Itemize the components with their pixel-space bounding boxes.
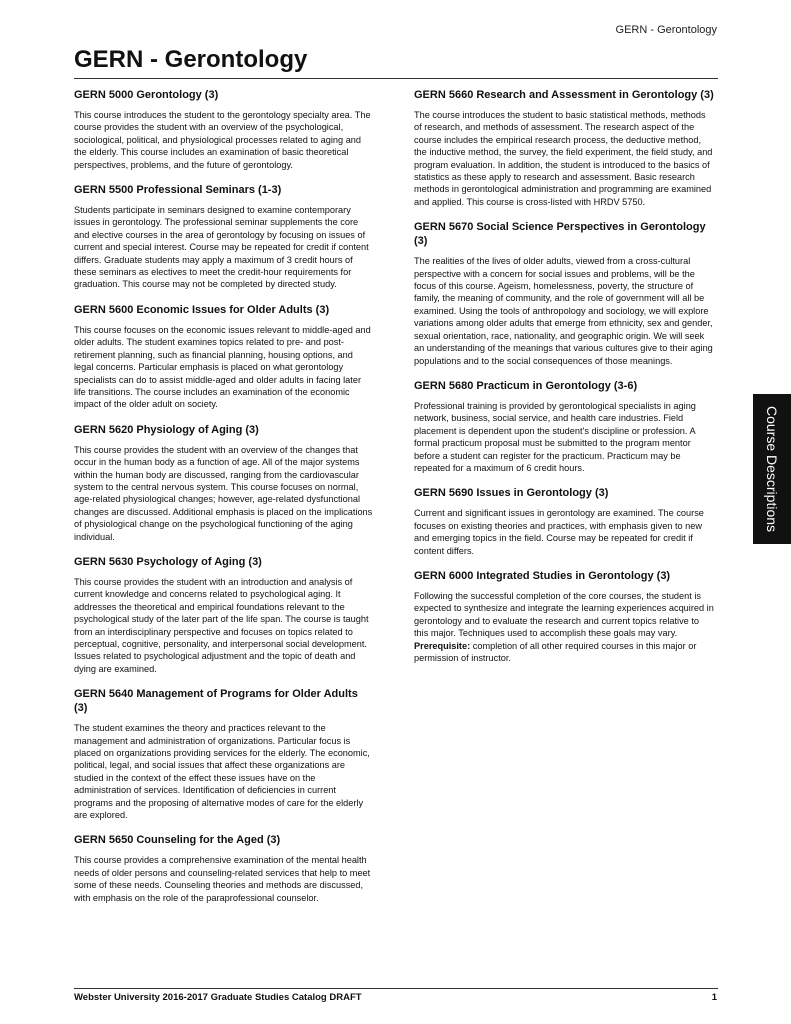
course-title: GERN 5000 Gerontology (3) [74,89,219,101]
running-head: GERN - Gerontology [615,24,717,36]
course-entry [414,88,714,208]
course-title: GERN 5500 Professional Seminars (1-3) [74,184,282,197]
right-column [414,88,714,676]
course-title: GERN 5630 Psychology of Aging (3) [74,555,262,568]
course-description: Current and significant issues in gerontology are examined. The course focuses on existing theories and practices, with emphasis given to new and emerging topics in the field. Course may be repeated for credit if content differs. [414,508,704,556]
course-entry [414,379,714,474]
course-title: GERN 5650 Counseling for the Aged (3) [74,834,281,847]
course-description: The course introduces the student to basic statistical methods, methods of research, and methods of assessment. The research aspect of the course includes the empirical research process, the deductive method, the inductive method, the survey, the field experiment, the field study, and program evaluation. In addition, the student is introduced to the basics of statistics as these apply to research and assessment. Basic research methods in gerontological administration and programming are examined and applied. This course is cross-listed with HRDV 5750. [414,110,713,207]
course-description: This course provides a comprehensive examination of the mental health needs of older persons and counseling-related services that help to meet some of these needs. Counseling theories and methods are discussed, with emphasis on the role of the paraprofessional counselor. [74,855,371,903]
course-entry [74,555,374,675]
course-title: GERN 5670 Social Science Perspectives in Gerontology (3) [414,221,706,248]
course-title: GERN 6000 Integrated Studies in Gerontology (3) [414,569,671,582]
prerequisite-label: Prerequisite: [414,640,471,651]
course-description [414,590,714,664]
course-entry [74,303,374,411]
footer-divider [74,988,718,989]
title-divider [74,78,718,79]
side-tab-label: Course Descriptions [764,405,780,533]
course-title: GERN 5660 Research and Assessment in Gerontology (3) [414,89,714,101]
course-title: GERN 5620 Physiology of Aging (3) [74,423,259,436]
course-description-text: Following the successful completion of the core courses, the student is expected to synthesize and integrate the learning experiences acquired in gerontology and to evaluate the research and current topics relative to this major. Techniques used to accomplish these goals may vary. [414,590,714,639]
course-description: This course introduces the student to the gerontology specialty area. The course provides the student with an overview of the psychological, sociological, political, and physiological processes related to aging and the elderly. This course includes an examination of basic theoretical perspectives, problems, and the future of gerontology. [74,110,371,170]
course-entry [414,486,714,557]
course-title: GERN 5640 Management of Programs for Older Adults (3) [74,688,358,715]
course-description: The student examines the theory and practices relevant to the management and administration of organizations. Particular focus is placed on organizations providing services for the elderly. The economic, political, legal, and social issues that affect these organizations are studied in the context of the effect these issues have on the administration of services. Identification of deficiencies in current programs and the proposing of alternative modes of care for the elderly are explored. [74,723,370,821]
course-description: This course provides the student with an overview of the changes that occur in the human body as a function of age. All of the major systems within the human body are discussed, ranging from the cardiovascular system to the central nervous system. This course focuses on normal, age-related physiological changes; however, age-related dysfunctional changes are discussed. Additional emphasis is placed on the implications of physiological change on the psychological functioning of the aging individual. [74,444,373,542]
page-title: GERN - Gerontology [74,46,308,73]
course-entry [414,220,714,367]
course-entry [74,183,374,291]
left-column [74,88,374,916]
course-title: GERN 5600 Economic Issues for Older Adults (3) [74,303,330,316]
course-description: Students participate in seminars designed to examine contemporary issues in gerontology. The professional seminar supplements the core and elective courses in the area of gerontology by focusing on issues of current and special interest. Course may be repeated for credit if content differs. Graduate students may apply a maximum of 3 credit hours of these seminars as electives to meet the credit-hour requirements for graduation. This course may not be completed by directed study. [74,205,369,290]
course-title: GERN 5690 Issues in Gerontology (3) [414,487,609,500]
prerequisite-text: completion of all other required courses in this major or permission of instructor. [414,640,697,663]
footer-catalog-title: Webster University 2016-2017 Graduate Studies Catalog DRAFT [74,992,362,1003]
course-entry [74,687,374,821]
course-description: This course focuses on the economic issues relevant to middle-aged and older adults. The student examines topics related to pre- and post-retirement planning, such as financial planning, housing options, and legal concerns. Particular emphasis is placed on what gerontology specialists can do to assist middle-aged and older adults in facing later life transitions. The course includes an examination of the economic impact of the older adult on society. [74,324,371,410]
course-description: Professional training is provided by gerontological specialists in aging network, business, social service, and health care industries. Field placement is dependent upon the student's discipline or profession. A formal practicum proposal must be submitted to the program mentor before a student can register for the practicum. Practicum may be repeated for a maximum of 6 credit hours. [414,400,696,473]
course-entry [74,423,374,543]
course-entry [74,88,374,171]
course-description: This course provides the student with an introduction and analysis of current knowledge and concerns related to psychological aging. It addresses the theoretical and empirical foundations relevant to the psychological study of the later part of the life span. The course is taught from an interdisciplinary perspective and focuses on topics related to perceptual, cognitive, personality, and interpersonal social development. Issues related to psychological adjustment and the topic of death and dying are examined. [74,576,369,674]
section-side-tab [753,394,791,544]
course-description: The realities of the lives of older adults, viewed from a cross-cultural perspective with a concern for social issues and problems, will be the focus of this course. Ageism, homelessness, poverty, the structure of family, the meaning of community, and the role of government will all be examined. Using the tools of anthropology and sociology, we will explore variations among older adults that emerge from ethnicity, sex and gender, sexual orientation, race, nationality, and geographic origin. We will seek an understanding of the meanings that various cultures give to their aging populations and to the social consequences of those meanings. [414,256,713,366]
course-title: GERN 5680 Practicum in Gerontology (3-6) [414,379,638,392]
page-number: 1 [711,992,717,1003]
course-entry [414,569,714,664]
course-entry [74,833,374,904]
